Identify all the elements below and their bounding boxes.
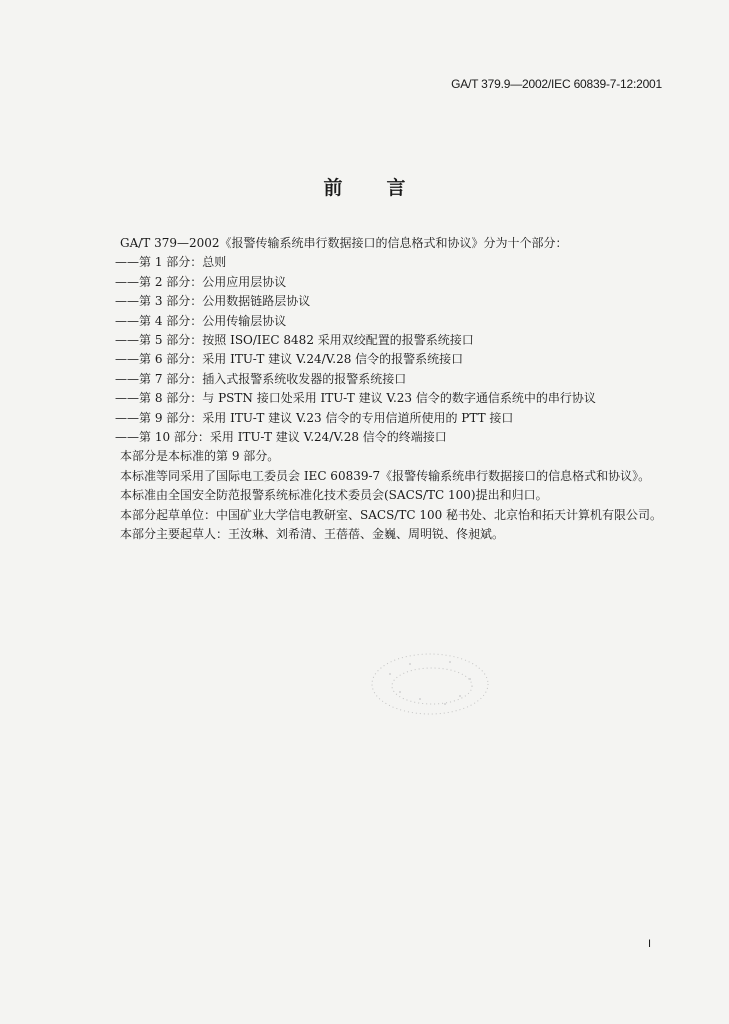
page-title: 前言 [323, 177, 450, 199]
proposer-paragraph: 本标准由全国安全防范报警系统标准化技术委员会(SACS/TC 100)提出和归口。 [120, 488, 548, 503]
faded-stamp-mark [360, 644, 500, 729]
drafting-units-paragraph [72, 506, 664, 525]
list-item: ——第 5 部分：按照 ISO/IEC 8482 采用双绞配置的报警系统接口 [115, 333, 474, 348]
list-item: ——第 8 部分：与 PSTN 接口处采用 ITU-T 建议 V.23 信令的数字通信系统中的串行协议 [115, 391, 596, 406]
standard-code: GA/T 379.9—2002/IEC 60839-7-12:2001 [451, 77, 662, 91]
list-item: ——第 4 部分：公用传输层协议 [115, 313, 287, 328]
drafting-units-text: 本部分起草单位：中国矿业大学信电教研室、SACS/TC 100 秘书处、北京怡和拓天计算机有限公司。 [120, 507, 663, 522]
list-item: ——第 3 部分：公用数据链路层协议 [115, 294, 311, 309]
adoption-paragraph [72, 467, 664, 486]
list-item: ——第 2 部分：公用应用层协议 [115, 274, 287, 289]
drafters-paragraph: 本部分主要起草人：王汝琳、刘希清、王蓓蓓、金巍、周明锐、佟昶斌。 [120, 527, 505, 542]
list-item: ——第 7 部分：插入式报警系统收发器的报警系统接口 [115, 371, 407, 386]
list-item: ——第 6 部分：采用 ITU-T 建议 V.24/V.28 信令的报警系统接口 [115, 352, 464, 367]
list-item: ——第 10 部分：采用 ITU-T 建议 V.24/V.28 信令的终端接口 [115, 430, 447, 445]
list-item: ——第 1 部分：总则 [115, 255, 227, 270]
adoption-text: 本标准等同采用了国际电工委员会 IEC 60839-7《报警传输系统串行数据接口的信息格式和协议》。 [120, 468, 651, 483]
page-number: I [648, 938, 652, 950]
list-item: ——第 9 部分：采用 ITU-T 建议 V.23 信令的专用信道所使用的 PTT 接口 [115, 410, 514, 425]
foreword-body [96, 234, 664, 545]
intro-paragraph: GA/T 379—2002《报警传输系统串行数据接口的信息格式和协议》分为十个部分： [120, 236, 568, 250]
this-part-paragraph: 本部分是本标准的第 9 部分。 [120, 449, 280, 464]
